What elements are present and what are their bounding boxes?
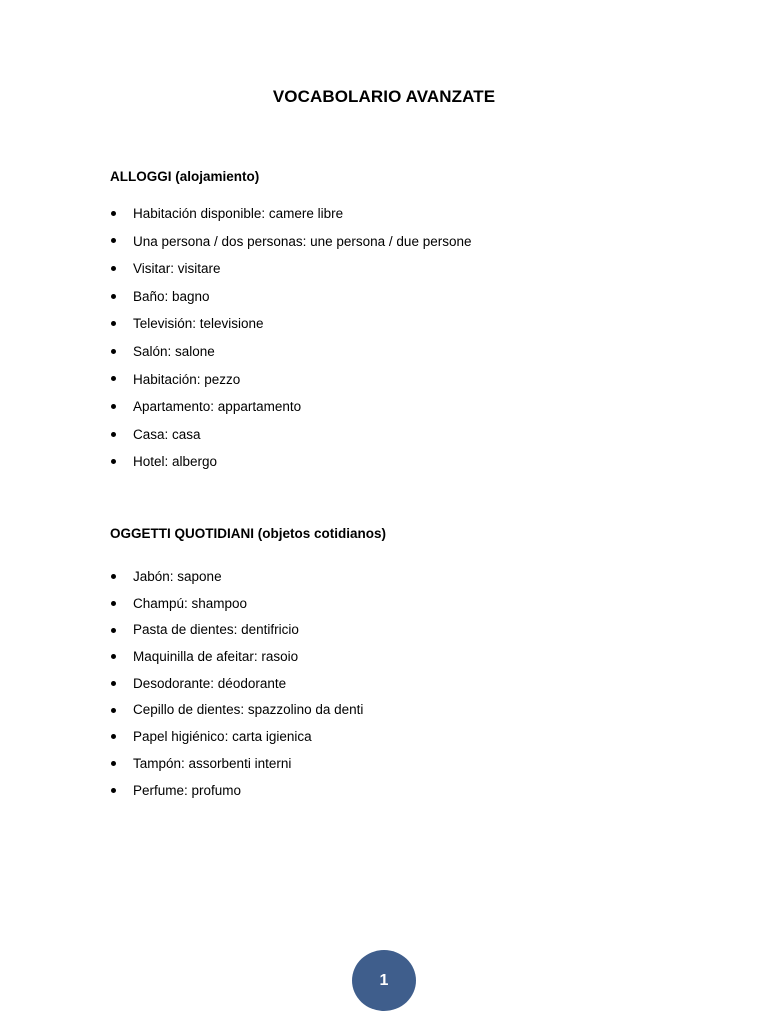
section-heading-oggetti-quotidiani: OGGETTI QUOTIDIANI (objetos cotidianos) <box>110 526 386 541</box>
vocabulary-list-oggetti-quotidiani <box>110 564 363 804</box>
section-heading-alloggi: ALLOGGI (alojamiento) <box>110 169 260 184</box>
list-item: Televisión: televisione <box>110 310 471 338</box>
list-item: Hotel: albergo <box>110 448 471 476</box>
list-item: Salón: salone <box>110 338 471 366</box>
page-number-badge: 1 <box>352 950 416 1011</box>
document-title: VOCABOLARIO AVANZATE <box>272 87 496 106</box>
list-item: Champú: shampoo <box>110 591 363 618</box>
list-item: Pasta de dientes: dentifricio <box>110 617 363 644</box>
vocabulary-list-alloggi <box>110 200 471 476</box>
list-item: Habitación: pezzo <box>110 366 471 394</box>
list-item: Habitación disponible: camere libre <box>110 200 471 228</box>
list-item: Visitar: visitare <box>110 255 471 283</box>
list-item: Tampón: assorbenti interni <box>110 751 363 778</box>
list-item: Cepillo de dientes: spazzolino da denti <box>110 697 363 724</box>
list-item: Perfume: profumo <box>110 778 363 805</box>
list-item: Desodorante: déodorante <box>110 671 363 698</box>
list-item: Una persona / dos personas: une persona / due persone <box>110 228 471 256</box>
list-item: Apartamento: appartamento <box>110 393 471 421</box>
list-item: Jabón: sapone <box>110 564 363 591</box>
list-item: Maquinilla de afeitar: rasoio <box>110 644 363 671</box>
list-item: Papel higiénico: carta igienica <box>110 724 363 751</box>
list-item: Casa: casa <box>110 421 471 449</box>
list-item: Baño: bagno <box>110 283 471 311</box>
